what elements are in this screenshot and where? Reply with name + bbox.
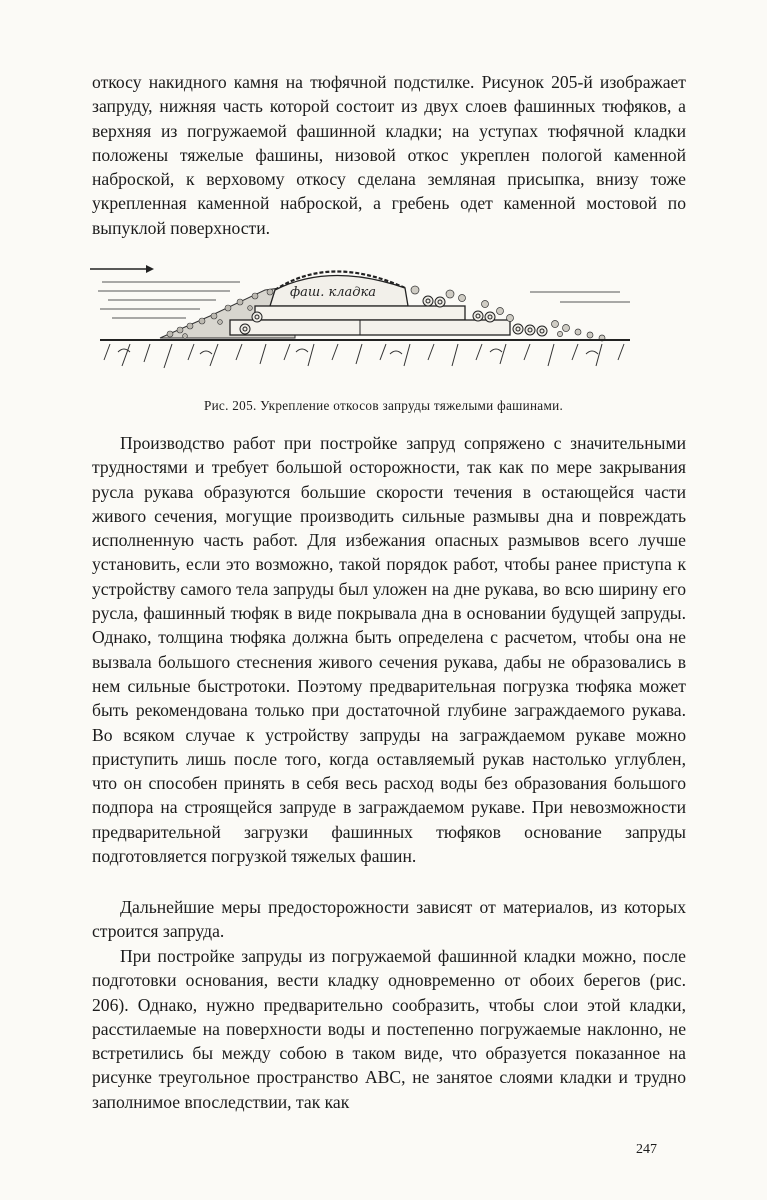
page-number: 247	[636, 1142, 657, 1157]
paragraph-3: Дальнейшие меры предосторожности зависят от материалов, из которых строится запруда.	[92, 897, 686, 942]
mattress-lower	[230, 320, 510, 335]
paragraph-2: Производство работ при постройке запруд сопряжено с значительными трудностями и требует большой осторожности, так как по мере закрывания русла рукава образуются большие скорости течения в остающейся части живого сечения, могущие производить сильные размывы дна и повреждать исполненную часть работ. Для избежания опасных размывов всего лучше установить, если это возможно, такой порядок работ, чтобы ранее приступа к устройству самого тела запруды был уложен на дне рукава, во всю ширину его русла, фашинный тюфяк в виде покрывала дна в основании будущей запруды. Однако, толщина тюфяка должна быть определена с расчетом, чтобы она не вызвала большого стеснения живого сечения рукава, дабы не образовались в нем сильные быстротоки. Поэтому предварительная погрузка тюфяка может быть рекомендована только при достаточной глубине заграждаемого рукава. Во всяком случае к устройству запруды на заграждаемом рукаве можно приступить лишь после того, когда оставляемый рукав настолько углублен, что он способен принять в себя весь расход воды без образования большого подпора на строящейся запруде в заграждаемом рукаве. При невозможности предварительной загрузки фашинных тюфяков основание запруды подготовляется погрузкой тяжелых фашин.	[92, 433, 686, 867]
flow-arrow-icon	[90, 265, 154, 273]
paragraph-4: При постройке запруды из погружаемой фашинной кладки можно, после подготовки основания, вести кладку одновременно от обоих берегов (рис. 206). Однако, нужно предварительно сообразить, чтобы слои этой кладки, расстилаемые на поверхности воды и постепенно погружаемые наклонно, не встретились бы между собою в таком виде, что образуется показанное на рисунке треугольное пространство ABC, не занятое слоями кладки и трудно заполнимое впоследствии, так как	[92, 946, 686, 1112]
paragraph-1: откосу накидного камня на тюфячной подстилке. Рисунок 205-й изображает запруду, нижняя часть которой состоит из двух слоев фашинных тюфяков, а верхняя из погружаемой фашинной кладки; на уступах тюфячной кладки положены тяжелые фашины, низовой откос укреплен пологой каменной наброской, к верховому откосу сделана земляная присыпка, внизу тоже укрепленная каменной наброской, а гребень одет каменной мостовой по выпуклой поверхности.	[92, 72, 686, 238]
figure-label: фаш. кладка	[290, 285, 377, 300]
mattress-upper	[255, 306, 465, 320]
figure-caption: Рис. 205. Укрепление откосов запруды тяжелыми фашинами.	[203, 398, 564, 413]
ground-hatching	[104, 344, 624, 368]
figure-205-dam-diagram	[90, 256, 650, 386]
